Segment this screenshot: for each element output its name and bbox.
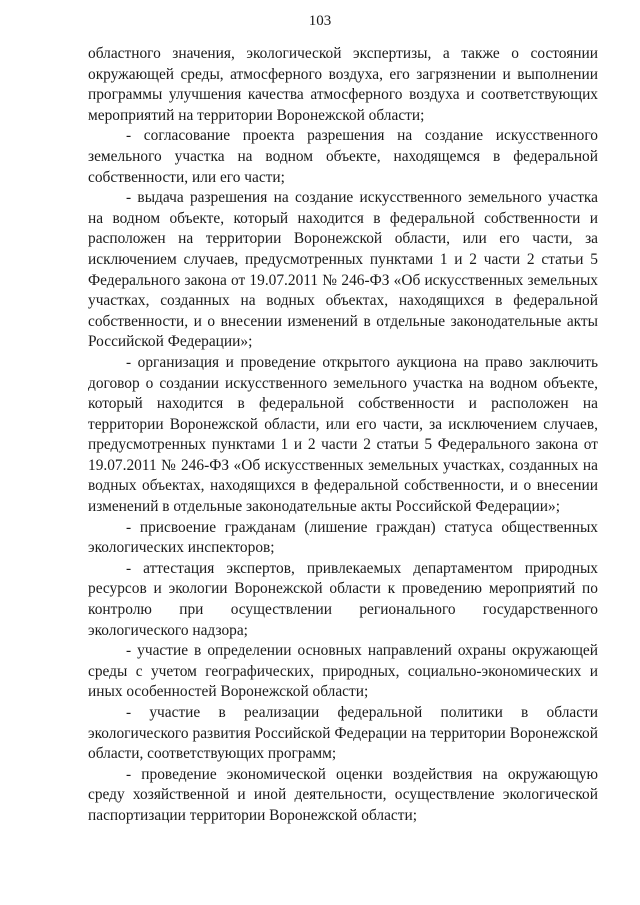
- list-item: - присвоение гражданам (лишение граждан) статуса общественных экологических инспекторов;: [88, 518, 598, 557]
- list-item: - проведение экономической оценки воздействия на окружающую среду хозяйственной и иной деятельности, осуществление экологической паспортизации территории Воронежской области;: [88, 765, 598, 824]
- list-item: - участие в реализации федеральной политики в области экологического развития Российской Федерации на территории Воронежской области, соответствующих программ;: [88, 704, 598, 763]
- paragraph-continuation: областного значения, экологической экспертизы, а также о состоянии окружающей среды, атмосферного воздуха, его загрязнении и выполнении программы улучшения качества атмосферного воздуха и соответствующих мероприятий на территории Воронежской области;: [88, 45, 598, 124]
- list-item: - согласование проекта разрешения на создание искусственного земельного участка на водном объекте, находящемся в федеральной собственности, или его части;: [88, 127, 598, 186]
- list-item: - участие в определении основных направлений охраны окружающей среды с учетом географических, природных, социально-экономических и иных особенностей Воронежской области;: [88, 642, 598, 701]
- list-item: - аттестация экспертов, привлекаемых департаментом природных ресурсов и экологии Воронежской области к проведению мероприятий по контролю при осуществлении регионального государственного экологического надзора;: [88, 559, 598, 639]
- page-number: 103: [308, 13, 332, 29]
- document-body: [88, 44, 598, 827]
- list-item: - организация и проведение открытого аукциона на право заключить договор о создании искусственного земельного участка на водном объекте, который находится в федеральной собственности и расположен на территории Воронежской области, или его части, за исключением случаев, предусмотренных пунктами 1 и 2 части 2 статьи 5 Федерального закона от 19.07.2011 № 246-ФЗ «Об искусственных земельных участках, созданных на водных объектах, находящихся в федеральной собственности, и о внесении изменений в отдельные законодательные акты Российской Федерации»;: [88, 353, 598, 516]
- list-item: - выдача разрешения на создание искусственного земельного участка на водном объекте, который находится в федеральной собственности и расположен на территории Воронежской области, или его части, за исключением случаев, предусмотренных пунктами 1 и 2 части 2 статьи 5 Федерального закона от 19.07.2011 № 246-ФЗ «Об искусственных земельных участках, созданных на водных объектах, находящихся в федеральной собственности, и о внесении изменений в отдельные законодательные акты Российской Федерации»;: [88, 189, 598, 351]
